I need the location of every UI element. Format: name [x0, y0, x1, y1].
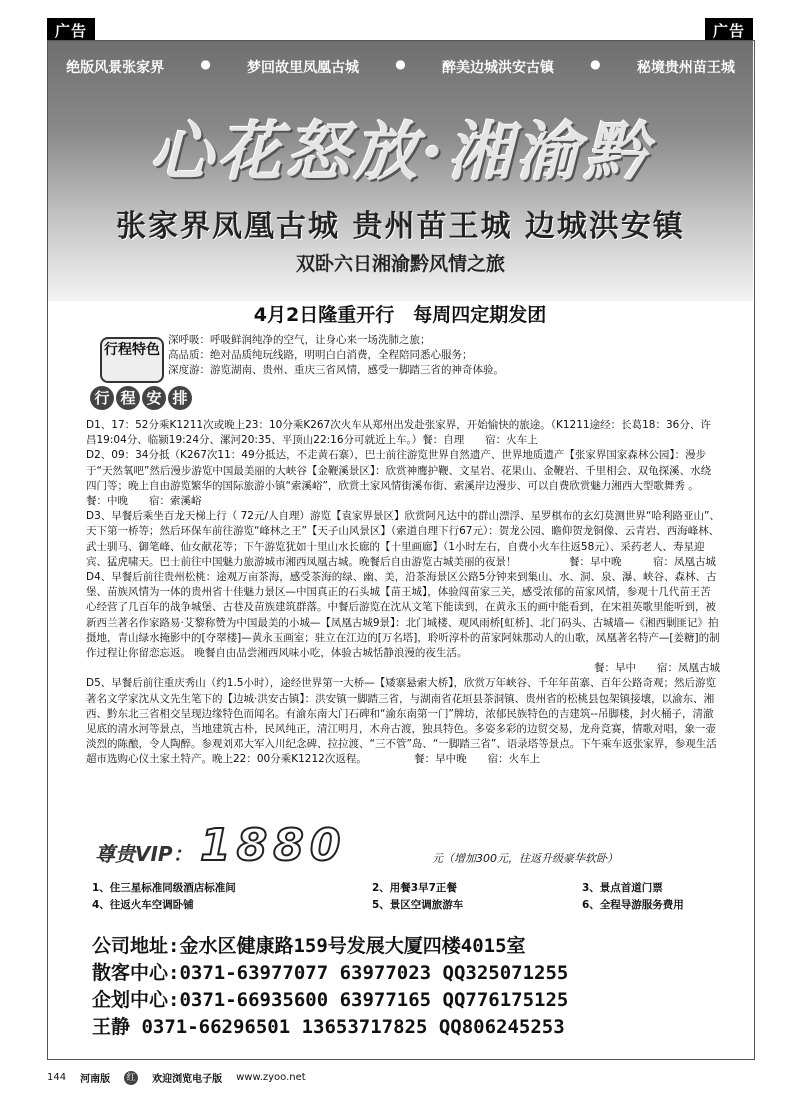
service-item: 6、全程导游服务费用	[582, 899, 684, 911]
day-4: D4、早餐后前往贵州松桃：途观万亩茶海，感受茶海的绿、幽、美，沿茶海景区公路5分钟来到集山、水、洞、泉、瀑、峡谷、森林、古堡、苗族风情为一体的贵州省十佳魅力景区—中国真正的石头城【苗王城】，体验闯苗家三关，感受浓郁的苗家风情，参观十几代苗王苦心经营了几百年的战争城堡、古巷及苗族建筑群落。中餐后游览在沈从文笔下能读到，在黄永玉的画中能看到，在宋祖英歌里能听到，被新西兰著名作家路易·艾黎称赞为中国最美的小城—【凤凰古城9景】：北门城楼、观风雨桥[虹桥]、北门码头、古城墙—《湘西剿匪记》拍摄地，青山绿水掩影中的[夺翠楼]—黄永玉画室；驻立在江边的[万名塔]，聆听淳朴的苗家阿妹那动人的山歌，凤凰著名特产—[姜糖]的制作过程让你留恋忘返。 晚餐自由品尝湘西风味小吃，体验古城恬静浪漫的夜生活。	[86, 571, 720, 660]
bullet-icon: ●	[395, 57, 406, 71]
page-number: 144	[47, 1072, 67, 1083]
price-value: 1880	[200, 820, 347, 871]
bullet-icon: ●	[200, 57, 211, 71]
sub-title: 张家界凤凰古城 贵州苗王城 边城洪安镇	[116, 209, 685, 244]
contact-block	[92, 933, 568, 1041]
retail-center: 散客中心:0371-63977077 63977023 QQ325071255	[92, 962, 569, 984]
feature-label: 行程特色	[100, 337, 164, 383]
bullet-icon: ●	[590, 57, 601, 71]
taglines	[48, 57, 753, 77]
company-address: 公司地址:金水区健康路159号发展大厦四楼4015室	[92, 935, 526, 957]
brand-badge-icon: 红	[124, 1071, 138, 1085]
service-item: 5、景区空调旅游车	[372, 899, 464, 911]
main-title: 心花怒放·湘渝黔	[149, 115, 652, 190]
footer-slogan: 欢迎浏览电子版	[152, 1074, 223, 1085]
page-footer	[47, 1070, 753, 1085]
planning-center: 企划中心:0371-66935600 63977165 QQ776175125	[92, 989, 569, 1011]
feature-item: 深呼吸：呼吸鲜润纯净的空气，让身心来一场洗肺之旅；	[168, 334, 431, 346]
day-3: D3、早餐后乘坐百龙天梯上行（ 72元/人自理）游览【袁家界景区】欣赏阿凡达中的群山漂浮、星罗棋布的玄幻莫测世界“哈利路亚山”、天下第一桥等；然后环保车前往游览“峰林之王”【天子山风景区】（索道自理下行67元）：贺龙公园、瞻仰贺龙铜像、云青岩、西海峰林、武士驯马、御笔峰、仙女献花等；下午游览犹如十里山水长廊的【十里画廊】（1小时左右，自费小火车往返58元）、采药老人、寿星迎宾、猛虎啸天。巴士前往中国魅力旅游城市湘西凤凰古城。晚餐后自由游览古城美丽的夜景！ 餐：早中晚 宿：凤凰古城	[86, 510, 720, 568]
service-item: 2、用餐3早7正餐	[372, 882, 457, 894]
schedule-char: 安	[142, 386, 166, 410]
tagline-4: 秘境贵州苗王城	[636, 60, 735, 76]
banner	[48, 41, 753, 301]
tagline-1: 绝版风景张家界	[66, 60, 165, 76]
service-item: 3、景点首道门票	[582, 882, 663, 894]
date-line: 4月2日隆重开行 每周四定期发团	[253, 304, 547, 326]
contact-person: 王静 0371-66296501 13653717825 QQ806245253	[92, 1016, 565, 1038]
service-item: 4、往返火车空调卧铺	[92, 899, 194, 911]
tagline-3: 醉美边城洪安古镇	[441, 60, 554, 76]
day-2: D2、09：34分抵（K267次11：49分抵达，不走黄石寨），巴士前往游览世界自然遗产、世界地质遗产【张家界国家森林公园】：漫步于“天然氧吧”然后漫步游览中国最美丽的大峡谷【金鞭溪景区】：欣赏神鹰护鞭、文星岩、花果山、金鞭岩、千里相会、双龟探溪、水绕四门等；晚上自由游览繁华的国际旅游小镇“索溪峪”，欣赏土家风情街溪布街、索溪岸边漫步、可以自费欣赏魅力湘西大型歌舞秀 。 餐：中晚 宿：索溪峪	[86, 449, 736, 508]
price-note: 元（增加300元，往返升级豪华软卧）	[432, 852, 618, 865]
feature-list	[168, 333, 504, 378]
schedule-char: 排	[168, 386, 192, 410]
service-item: 1、住三星标准同级酒店标准间	[92, 882, 236, 894]
ad-label-left: 广告	[47, 18, 95, 43]
schedule-char: 行	[90, 386, 114, 410]
schedule-heading	[90, 386, 192, 410]
ad-label-right: 广告	[705, 18, 753, 43]
day-5: D5、早餐后前往重庆秀山（约1.5小时），途经世界第一大桥—【矮寨悬索大桥】，欣赏万年峡谷、千年年苗寨、百年公路奇观；然后游览著名文学家沈从文先生笔下的【边城·洪安古镇】：洪安镇一脚踏三省，与湖南省花垣县茶洞镇、贵州省的松桃县包架镇接壤，以渝东、湘西、黔东北三省相交呈现边缘特色而闻名。有渝东南大门石碑和“渝东南第一门”牌坊，浓郁民族特色的吉建筑--吊脚楼，封火桶子，清澈见底的清水河等景点，当地建筑古朴，民风纯正，清江明月，木舟古渡，独具特色。多姿多彩的边贸交易，龙舟竞赛，情歌对唱，象一壶淡烈的陈酿，令人陶醉。参观刘邓大军入川纪念碑、拉拉渡、“三不管”岛、“一脚踏三省”、语录塔等景点。下午乘车返张家界，参观生活超市选购心仪土家土特产。晚上22：00分乘K1212次返程。 餐：早中晚 宿：火车上	[86, 677, 717, 766]
tagline-2: 梦回故里凤凰古城	[247, 60, 360, 76]
day-4-meal: 餐：早中 宿：凤凰古城	[594, 662, 720, 675]
feature-item: 高品质：绝对品质纯玩线路，明明白白消费，全程陪同悉心服务；	[168, 349, 473, 361]
edition: 河南版	[80, 1074, 111, 1085]
feature-item: 深度游：游览湖南、贵州、重庆三省风情，感受一脚踏三省的神奇体验。	[168, 364, 504, 376]
schedule-char: 程	[116, 386, 140, 410]
price-label: 尊贵VIP：	[95, 842, 193, 866]
itinerary	[86, 418, 736, 768]
tour-name: 双卧六日湘渝黔风情之旅	[295, 253, 505, 275]
day-1: D1、17：52分乘K1211次或晚上23：10分乘K267次火车从郑州出发赴张家界，开始愉快的旅途。（K1211途经：长葛18：36分、许昌19:04分、临颍19:24分、漯河20:35、平顶山22:16分可就近上车。）餐：自理 宿：火车上	[86, 419, 711, 447]
footer-url[interactable]: www.zyoo.net	[236, 1072, 306, 1083]
service-list	[92, 880, 722, 912]
